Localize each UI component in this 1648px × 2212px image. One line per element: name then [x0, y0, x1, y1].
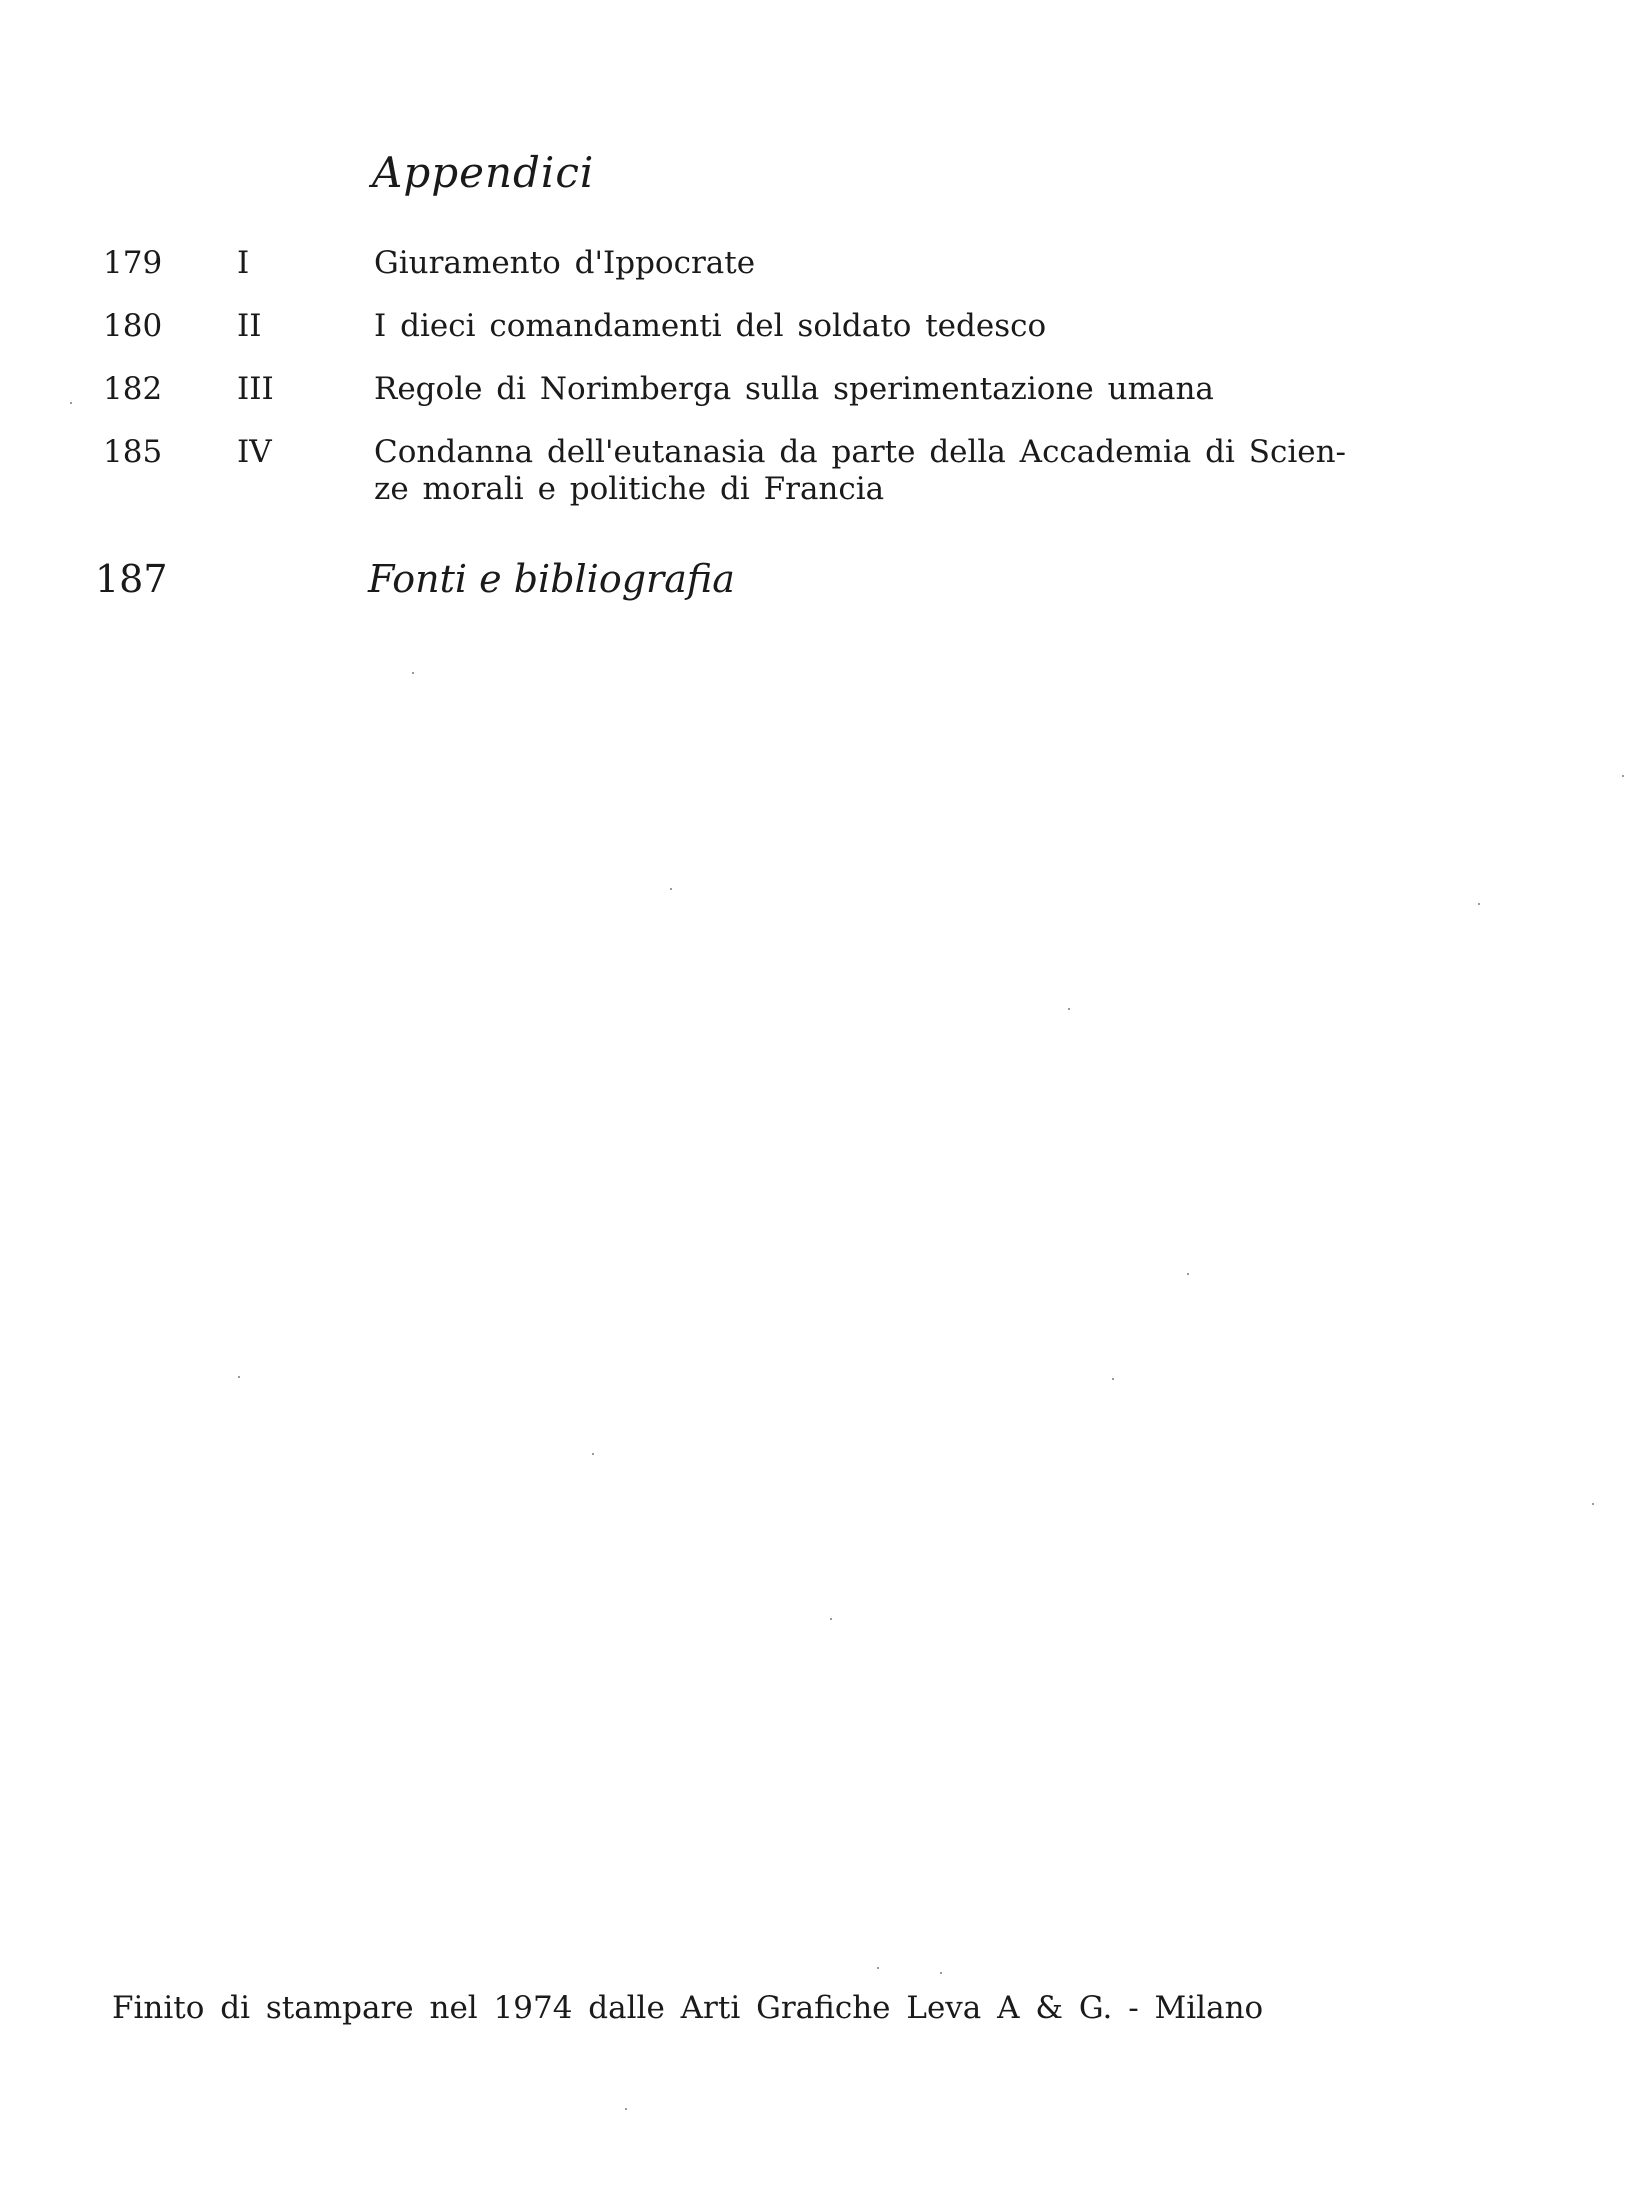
toc-page-number: 180 — [103, 308, 163, 344]
scan-speck — [670, 888, 672, 890]
toc-entry-title — [374, 369, 1294, 409]
scan-speck — [238, 1376, 240, 1378]
toc-title-line: ze morali e politiche di Francia — [374, 471, 885, 507]
scan-speck — [1068, 1008, 1070, 1010]
scan-speck — [940, 1972, 942, 1974]
scan-speck — [1622, 775, 1624, 777]
toc-entry-title — [374, 243, 1294, 283]
toc-page-number: 182 — [103, 371, 163, 407]
scan-speck — [592, 1453, 594, 1455]
toc-roman-numeral: I — [237, 245, 250, 281]
scan-speck — [1478, 903, 1480, 905]
toc-title-line: Regole di Norimberga sulla sperimentazione umana — [374, 371, 1214, 407]
colophon: Finito di stampare nel 1974 dalle Arti Grafiche Leva A & G. - Milano — [112, 1990, 1264, 2026]
toc-page-number: 187 — [95, 557, 168, 601]
section-title-appendici: Appendici — [372, 148, 595, 197]
toc-page-number: 179 — [103, 245, 163, 281]
scan-speck — [625, 2108, 627, 2110]
toc-entry-title — [374, 432, 1347, 509]
toc-roman-numeral: IV — [237, 434, 272, 470]
toc-roman-numeral: II — [237, 308, 262, 344]
scan-speck — [877, 1967, 879, 1969]
toc-entry-title — [374, 306, 1294, 346]
toc-roman-numeral: III — [237, 371, 274, 407]
scan-speck — [1112, 1378, 1114, 1380]
toc-title-line: Giuramento d'Ippocrate — [374, 245, 756, 281]
toc-title-line: Condanna dell'eutanasia da parte della Accademia di Scien- — [374, 434, 1347, 470]
scan-speck — [830, 1618, 832, 1620]
scan-speck — [1187, 1273, 1189, 1275]
scan-speck — [70, 402, 72, 404]
scan-speck — [412, 672, 414, 674]
toc-title-line: I dieci comandamenti del soldato tedesco — [374, 308, 1047, 344]
scan-speck — [1592, 1503, 1594, 1505]
sources-title: Fonti e bibliografia — [368, 557, 735, 601]
toc-page-number: 185 — [103, 434, 163, 470]
